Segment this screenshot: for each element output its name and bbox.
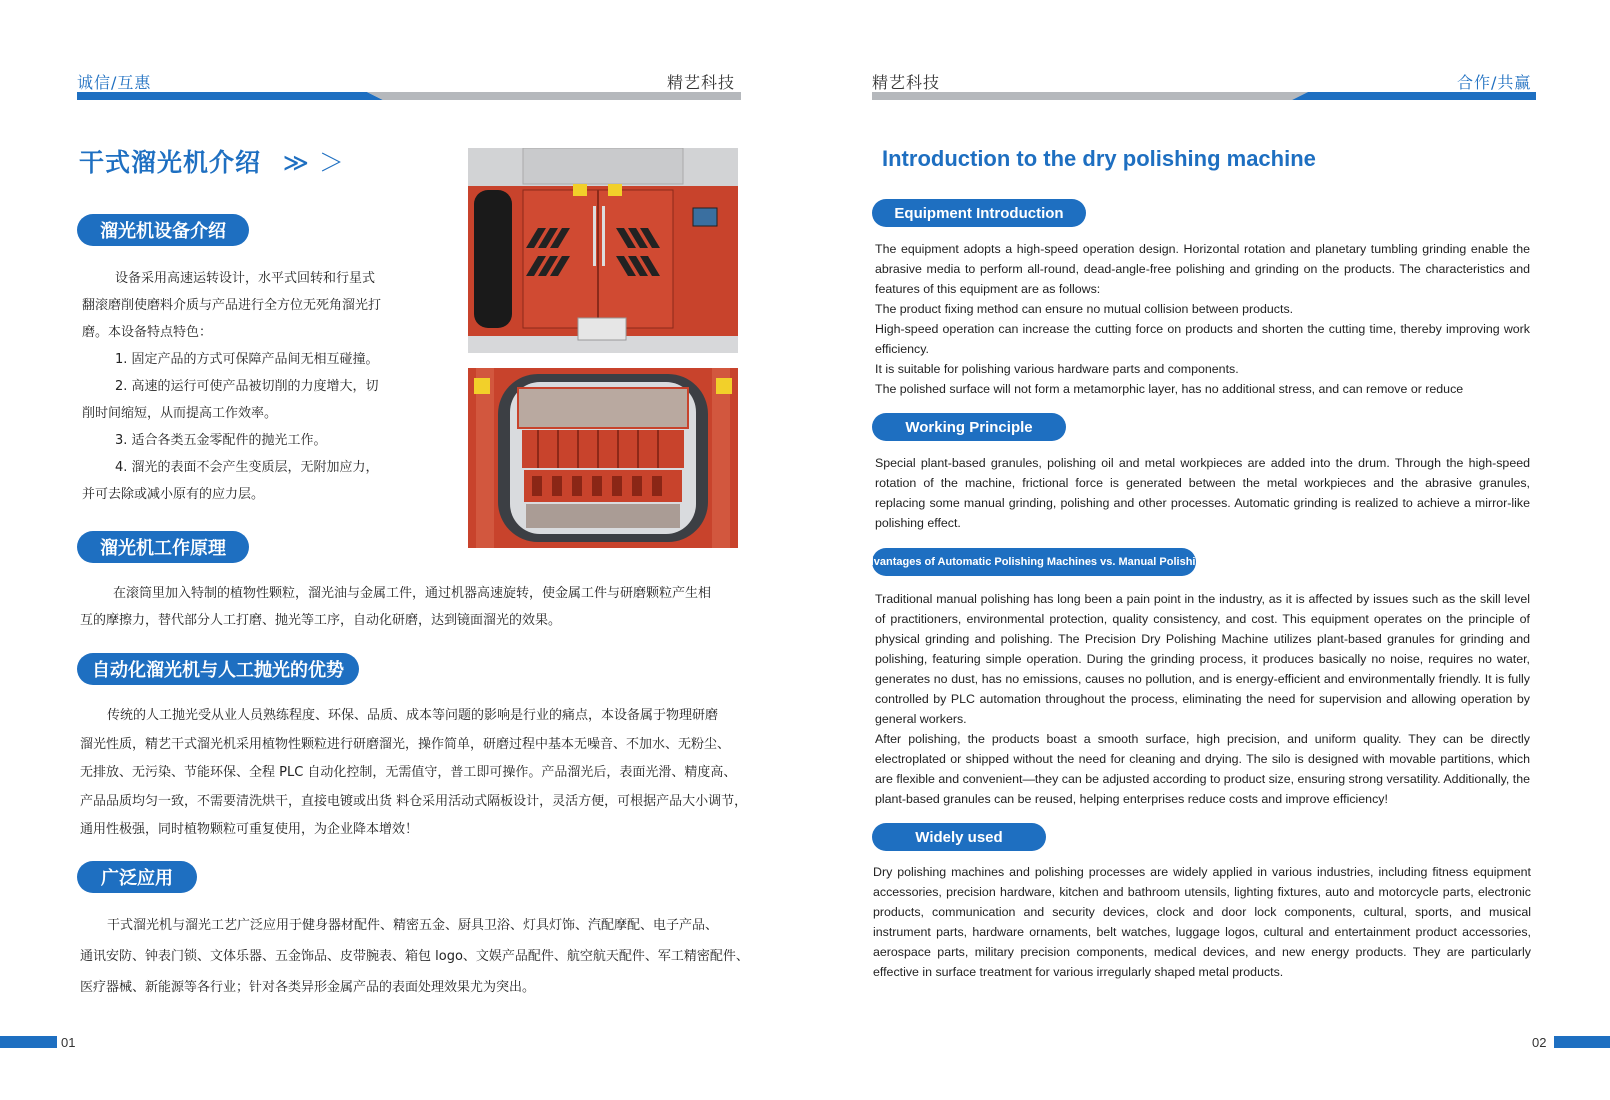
applications-en	[873, 862, 1531, 982]
text-line: 通用性极强，同时植物颗粒可重复使用，为企业降本增效！	[80, 822, 419, 837]
text-paragraph: The product fixing method can ensure no mutual collision between products.	[875, 302, 1294, 316]
text-line: 产品品质均匀一致，不需要清洗烘干，直接电镀或出货 料仓采用活动式隔板设计，灵活方便，可根据产品大小调节，	[80, 793, 748, 809]
section-heading-applications-cn: 广泛应用	[77, 861, 197, 893]
text-line: 溜光性质，精艺干式溜光机采用植物性颗粒进行研磨溜光，操作简单，研磨过程中基本无噪音、不加水、无粉尘、	[80, 736, 731, 752]
text-line: 削时间缩短，从而提高工作效率。	[82, 406, 278, 421]
section-heading-principle-en: Working Principle	[872, 413, 1066, 441]
section-heading-advantages-en: Advantages of Automatic Polishing Machines vs. Manual Polishing	[872, 548, 1196, 576]
page-title-cn-text: 干式溜光机介绍	[79, 148, 262, 177]
advantages-en	[875, 589, 1530, 809]
footer-bar-left	[0, 1036, 57, 1048]
working-principle-cn	[80, 580, 750, 634]
working-principle-en	[875, 453, 1530, 533]
section-heading-equipment-cn: 溜光机设备介绍	[77, 214, 249, 246]
text-line: 翻滚磨削使磨料介质与产品进行全方位无死角溜光打	[82, 298, 382, 313]
header-bar-right	[872, 92, 1536, 100]
text-paragraph: Traditional manual polishing has long been a pain point in the industry, as it is affected by issues such as the skill level of practitioners, environmental protection, quality consistency, and cost. This equipment operates on the principle of physical grinding and polishing. The Precision Dry Polishing Machine utilizes plant-based granules for grinding and polishing, featuring simple operation. During the grinding process, it produces basically no noise, requires no water, generates no dust, has no emissions, causes no pollution, and is energy-efficient and environmentally friendly. It is fully controlled by PLC automation throughout the process, eliminating the need for supervision and allowing operation by general workers.	[875, 592, 1530, 726]
applications-cn	[80, 910, 760, 1003]
section-heading-advantages-cn: 自动化溜光机与人工抛光的优势	[77, 653, 359, 685]
text-line: 4. 溜光的表面不会产生变质层，无附加应力，	[115, 460, 379, 475]
header-brand-right: 精艺科技	[872, 73, 941, 92]
page-title-cn	[79, 143, 345, 179]
header-bar-left	[77, 92, 741, 100]
footer-bar-right	[1554, 1036, 1610, 1048]
header-brand-left: 精艺科技	[667, 73, 736, 92]
advantages-cn	[80, 702, 760, 845]
text-line: 传统的人工抛光受从业人员熟练程度、环保、品质、成本等问题的影响是行业的痛点，本设备属于物理研磨	[107, 708, 719, 723]
text-line: 设备采用高速运转设计，水平式回转和行星式	[115, 271, 376, 286]
machine-drum-interior-photo	[468, 368, 738, 548]
text-line: 医疗器械、新能源等各行业；针对各类异形金属产品的表面处理效果尤为突出。	[80, 980, 536, 995]
text-line: 2. 高速的运行可使产品被切削的力度增大，切	[115, 379, 379, 394]
text-paragraph: The equipment adopts a high-speed operation design. Horizontal rotation and planetary tumbling grinding enable the abrasive media to perform all-round, dead-angle-free polishing and grinding on the products. The characteristics and features of this equipment are as follows:	[875, 242, 1530, 296]
text-line: 并可去除或减小原有的应力层。	[82, 487, 265, 502]
text-paragraph: After polishing, the products boast a smooth surface, high precision, and uniform quality. They can be directly electroplated or shipped without the need for cleaning and drying. The silo is designed with movable partitions, which are flexible and convenient—they can be adjusted according to product size, ensuring strong versatility. Additionally, the plant-based granules can be reused, helping enterprises reduce costs and improve efficiency!	[875, 732, 1530, 806]
text-line: 互的摩擦力，替代部分人工打磨、抛光等工序，自动化研磨，达到镜面溜光的效果。	[80, 613, 562, 628]
header-motto-left: 诚信/互惠	[77, 73, 152, 92]
text-line: 无排放、无污染、节能环保、全程 PLC 自动化控制，无需值守，普工即可操作。产品溜光后，表面光滑、精度高、	[80, 765, 737, 780]
page-title-en: Introduction to the dry polishing machine	[882, 146, 1316, 171]
text-paragraph: High-speed operation can increase the cutting force on products and shorten the cutting time, thereby improving work efficiency.	[875, 322, 1530, 356]
equipment-intro-cn	[82, 265, 472, 508]
text-paragraph: The polished surface will not form a metamorphic layer, has no additional stress, and can remove or reduce	[875, 382, 1464, 396]
header-motto-right: 合作/共赢	[1457, 73, 1532, 92]
section-heading-equipment-en: Equipment Introduction	[872, 199, 1086, 227]
machine-exterior-photo	[468, 148, 738, 353]
text-line: 干式溜光机与溜光工艺广泛应用于健身器材配件、精密五金、厨具卫浴、灯具灯饰、汽配摩配、电子产品、	[107, 918, 719, 933]
text-paragraph: Special plant-based granules, polishing oil and metal workpieces are added into the drum. Through the high-speed rotation of the machine, frictional force is generated between the metal workpieces and the abrasive granules, replacing some manual grinding, polishing and other processes. Automatic grinding is realized to achieve a mirror-like polishing effect.	[875, 456, 1530, 530]
page-number-right: 02	[1532, 1035, 1547, 1050]
equipment-intro-en	[875, 239, 1530, 399]
text-line: 3. 适合各类五金零配件的抛光工作。	[115, 433, 327, 448]
text-paragraph: It is suitable for polishing various hardware parts and components.	[875, 362, 1239, 376]
title-arrows-icon: ≫ ＞	[282, 148, 345, 177]
text-line: 在滚筒里加入特制的植物性颗粒，溜光油与金属工件，通过机器高速旋转，使金属工件与研磨颗粒产生相	[113, 586, 712, 601]
section-heading-principle-cn: 溜光机工作原理	[77, 531, 249, 563]
text-paragraph: Dry polishing machines and polishing processes are widely applied in various industries, including fitness equipment accessories, precision hardware, kitchen and bathroom utensils, lighting fixtures, auto and motorcycle parts, electronic products, communication and security devices, clock and door lock components, cultural, sports, and musical instrument parts, hardware ornaments, belt watches, luggage logos, cultural and entertainment product accessories, aerospace parts, military precision components, medical devices, and new energy products. They are particularly effective in surface treatment for various irregularly shaped metal products.	[873, 865, 1531, 979]
page-number-left: 01	[61, 1035, 76, 1050]
text-line: 磨。本设备特点特色：	[82, 325, 213, 340]
text-line: 1. 固定产品的方式可保障产品间无相互碰撞。	[115, 352, 379, 367]
text-line: 通讯安防、钟表门锁、文体乐器、五金饰品、皮带腕表、箱包 logo、文娱产品配件、航空航天配件、军工精密配件、	[80, 949, 749, 964]
section-heading-applications-en: Widely used	[872, 823, 1046, 851]
